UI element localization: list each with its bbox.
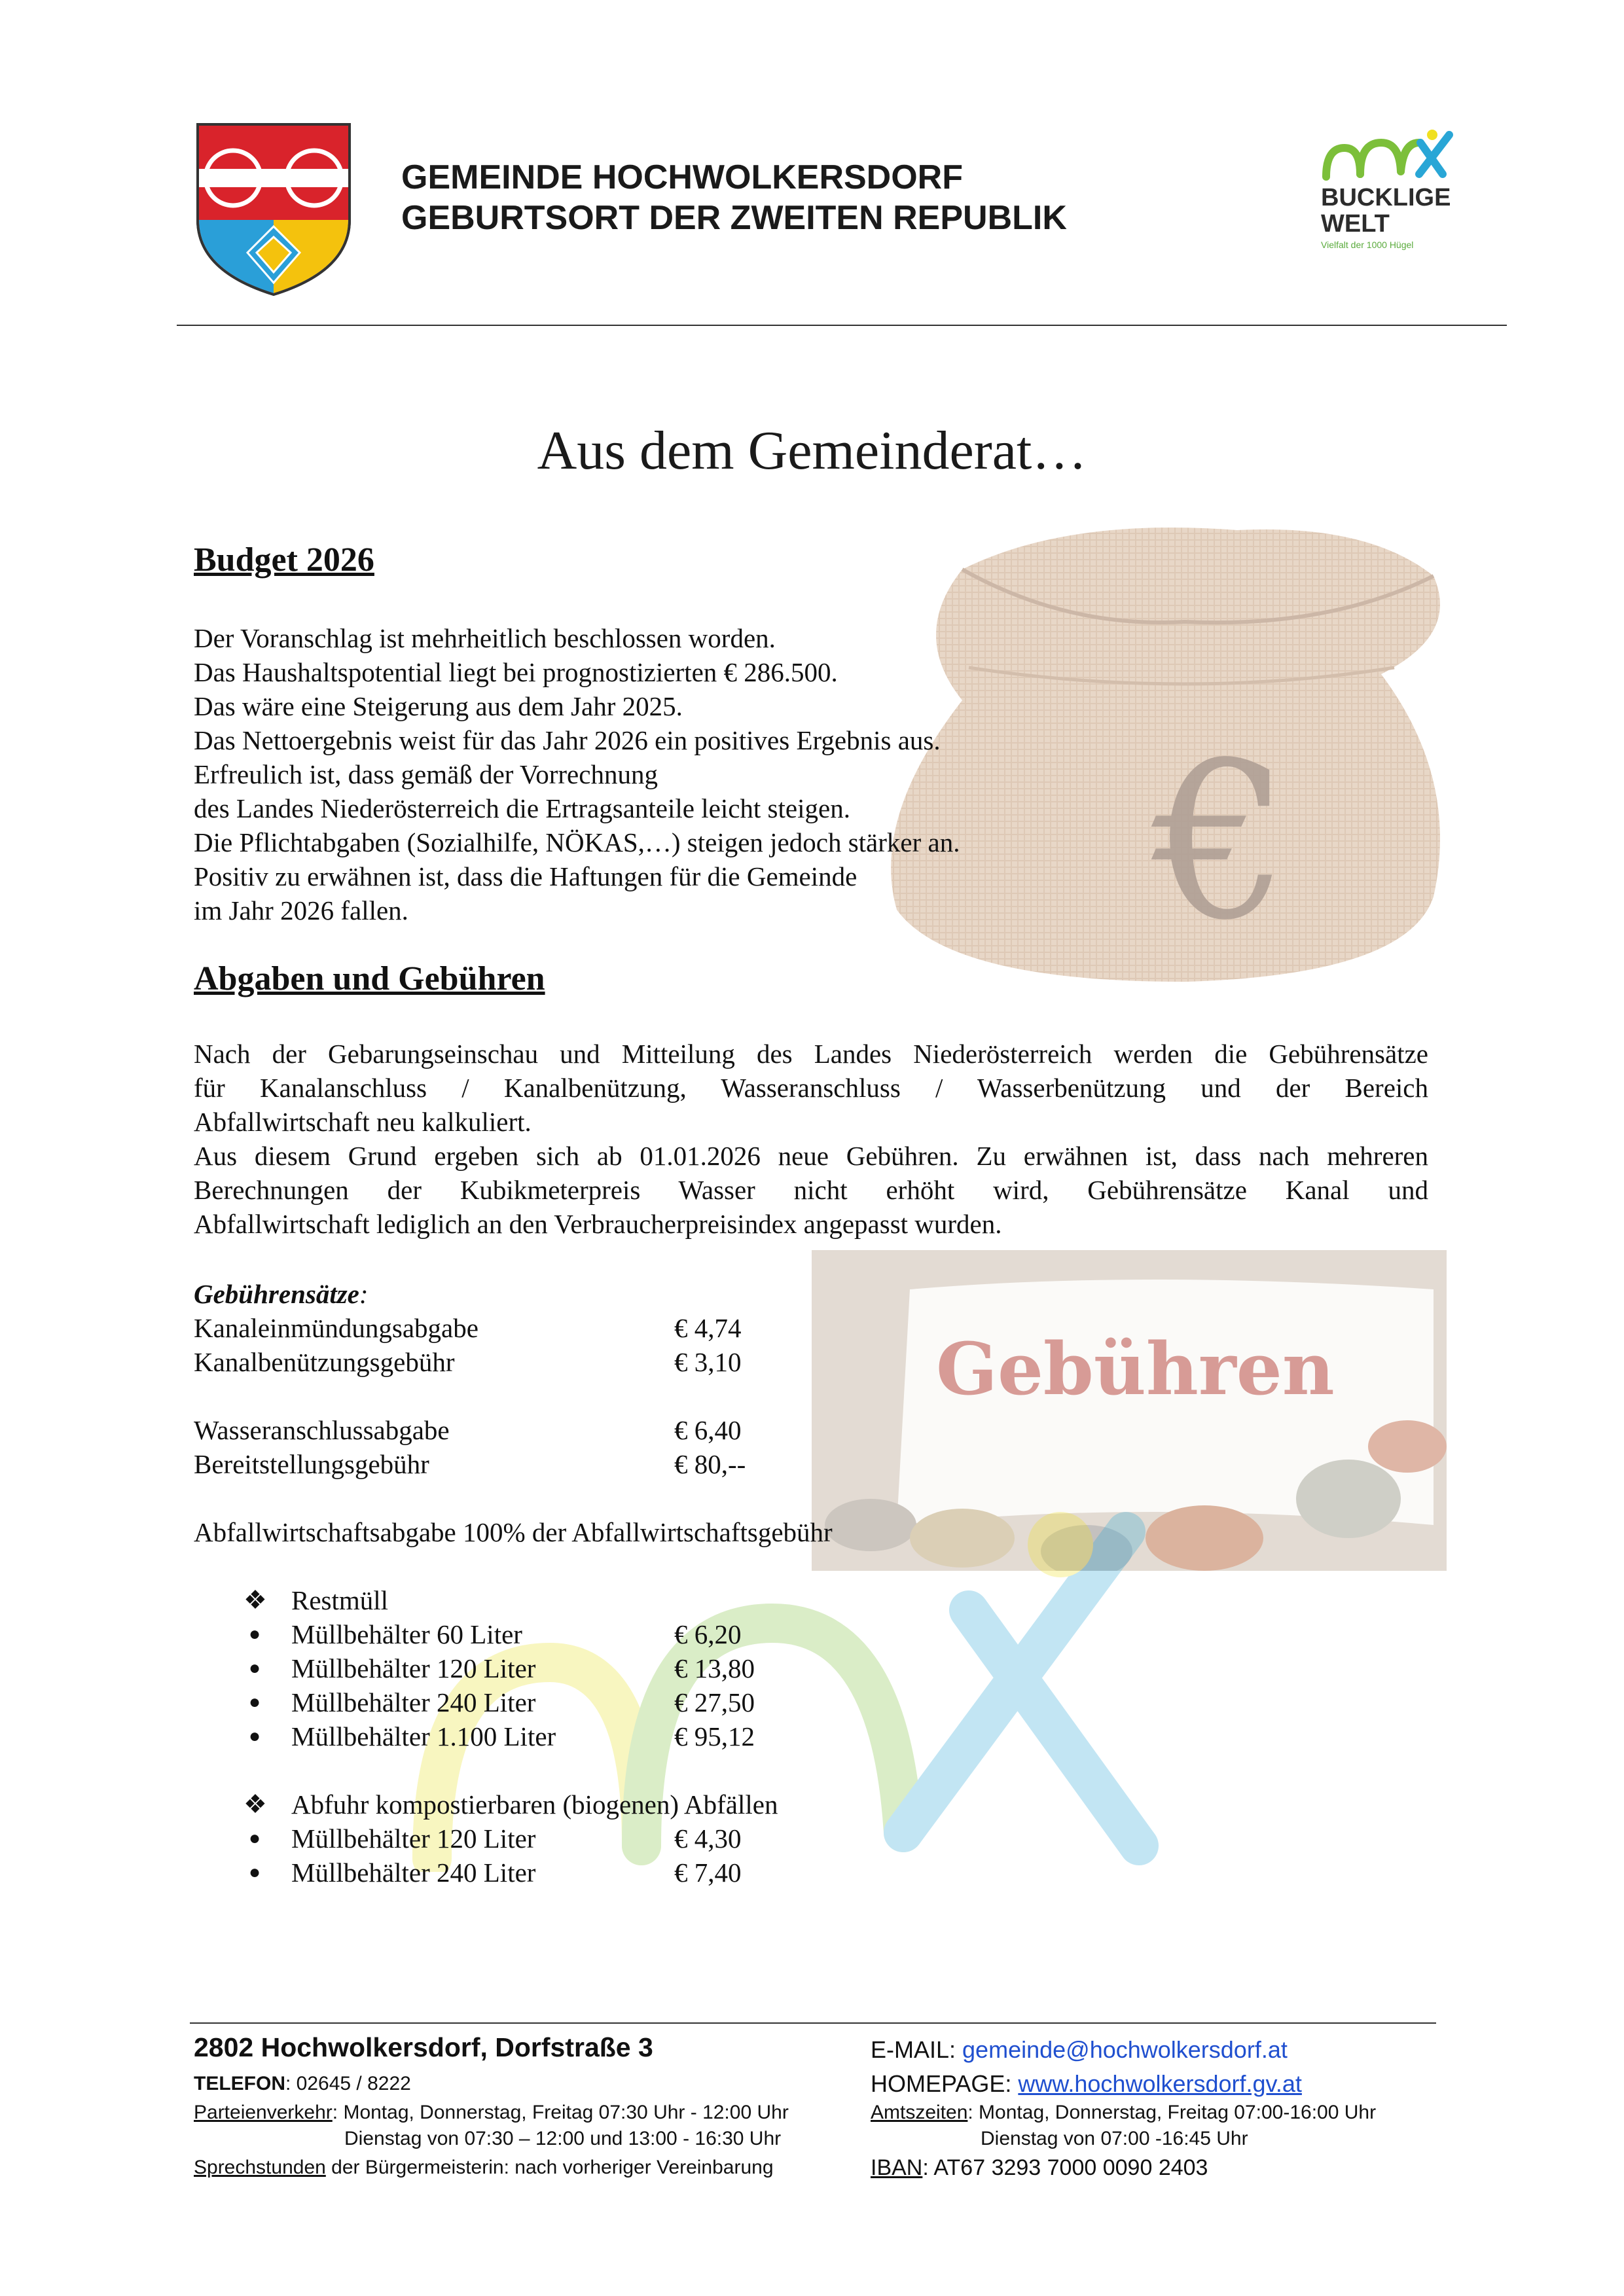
rate-label: Bereitstellungsgebühr [194,1449,429,1479]
budget-line: Das Nettoergebnis weist für das Jahr 2026 ein positives Ergebnis aus. [194,725,941,755]
bin-value: € 27,50 [674,1687,755,1717]
fees-line: Nach der Gebarungseinschau und Mitteilung des Landes Niederösterreich werden die Gebührensätze [194,1039,1428,1069]
fees-line: Berechnungen der Kubikmeterpreis Wasser nicht erhöht wird, Gebührensätze Kanal und [194,1175,1428,1205]
email-link[interactable]: gemeinde@hochwolkersdorf.at [962,2036,1288,2063]
rates-heading [194,1277,369,1311]
logo-text [1321,185,1451,237]
bin-label: Müllbehälter 60 Liter [291,1619,522,1649]
party-hours: : Montag, Donnerstag, Freitag 07:30 Uhr - 12:00 Uhr [332,2102,789,2123]
bucklige-welt-logo-icon [1321,128,1458,183]
budget-line: Die Pflichtabgaben (Sozialhilfe, NÖKAS,…) steigen jedoch stärker an. [194,827,960,857]
bin-value: € 7,40 [674,1857,742,1888]
page-title: Aus dem Gemeinderat… [537,420,1087,481]
rates-heading-label: Gebührensätze [194,1279,359,1309]
consult-text: der Bürgermeisterin: nach vorheriger Vereinbarung [325,2157,774,2178]
bin-label: Müllbehälter 1.100 Liter [291,1721,556,1751]
fees-line: Aus diesem Grund ergeben sich ab 01.01.2026 neue Gebühren. Zu erwähnen ist, dass nach mehreren [194,1141,1428,1171]
bin-label: Müllbehälter 240 Liter [291,1687,536,1717]
office-hours: : Montag, Donnerstag, Freitag 07:00-16:00 Uhr [967,2102,1377,2123]
homepage-link[interactable]: www.hochwolkersdorf.gv.at [1018,2070,1302,2097]
rate-value: € 3,10 [674,1347,742,1377]
phone-label: TELEFON [194,2073,285,2094]
footer-email [871,2036,1288,2064]
rate-value: € 6,40 [674,1415,742,1445]
rate-label: Wasseranschlussabgabe [194,1415,450,1445]
budget-line: im Jahr 2026 fallen. [194,895,408,925]
logo-line1: BUCKLIGE [1321,184,1451,211]
budget-paragraph [194,621,1431,927]
bullet-icon: ● [249,1827,261,1849]
fees-photo-text: Gebühren [936,1327,1335,1411]
email-label: E-MAIL: [871,2036,963,2063]
euro-symbol-icon: € [1152,716,1290,967]
header-divider [177,325,1507,326]
bullet-icon: ● [249,1861,261,1883]
rate-value: € 4,74 [674,1313,742,1343]
fees-line: Abfallwirtschaft neu kalkuliert. [194,1107,532,1137]
bullet-icon: ● [249,1691,261,1713]
logo-line2: WELT [1321,210,1390,238]
rate-label: Kanaleinmündungsabgabe [194,1313,478,1343]
iban-label: IBAN [871,2155,923,2180]
homepage-label: HOMEPAGE: [871,2070,1019,2097]
budget-line: Positiv zu erwähnen ist, dass die Haftungen für die Gemeinde [194,861,857,891]
diamond-bullet-icon: ❖ [244,1789,267,1819]
bio-title: Abfuhr kompostierbaren (biogenen) Abfällen [291,1789,778,1820]
budget-line: Erfreulich ist, dass gemäß der Vorrechnung [194,759,658,789]
bullet-icon: ● [249,1623,261,1645]
bin-value: € 6,20 [674,1619,742,1649]
logo-tagline: Vielfalt der 1000 Hügel [1321,240,1414,250]
header-title-line1: GEMEINDE HOCHWOLKERSDORF [401,158,963,196]
iban-value: : AT67 3293 7000 0090 2403 [922,2155,1208,2180]
footer-address: 2802 Hochwolkersdorf, Dorfstraße 3 [194,2032,653,2062]
footer-party-hours-2: Dienstag von 07:30 – 12:00 und 13:00 - 16:30 Uhr [344,2128,782,2149]
restmuell-title: Restmüll [291,1585,389,1615]
footer-office-hours [871,2098,1376,2127]
budget-line: des Landes Niederösterreich die Ertragsanteile leicht steigen. [194,793,850,823]
footer-office-hours-2: Dienstag von 07:00 -16:45 Uhr [981,2128,1248,2149]
fees-line: für Kanalanschluss / Kanalbenützung, Wasseranschluss / Wasserbenützung und der Bereich [194,1073,1428,1103]
budget-line: Das Haushaltspotential liegt bei prognostizierten € 286.500. [194,657,838,687]
footer-divider [190,2022,1436,2024]
rates-heading-colon: : [359,1279,369,1309]
header-title [401,157,1067,238]
waste-fee-line: Abfallwirtschaftsabgabe 100% der Abfallwirtschaftsgebühr [194,1517,833,1547]
bin-label: Müllbehälter 120 Liter [291,1653,536,1683]
consult-label: Sprechstunden [194,2157,326,2178]
rate-value: € 80,-- [674,1449,746,1479]
party-label: Parteienverkehr [194,2102,333,2123]
footer-iban [871,2153,1208,2182]
rate-label: Kanalbenützungsgebühr [194,1347,455,1377]
bullet-icon: ● [249,1657,261,1679]
fees-paragraph-1 [194,1037,1428,1241]
bin-value: € 13,80 [674,1653,755,1683]
diamond-bullet-icon: ❖ [244,1585,267,1615]
office-label: Amtszeiten [871,2102,968,2123]
header-title-line2: GEBURTSORT DER ZWEITEN REPUBLIK [401,199,1067,237]
footer-party-hours [194,2098,789,2127]
budget-heading: Budget 2026 [194,541,374,579]
budget-line: Das wäre eine Steigerung aus dem Jahr 2025. [194,691,683,721]
bin-value: € 4,30 [674,1823,742,1854]
bin-label: Müllbehälter 240 Liter [291,1857,536,1888]
fees-line: Abfallwirtschaft lediglich an den Verbraucherpreisindex angepasst wurden. [194,1209,1002,1239]
bin-value: € 95,12 [674,1721,755,1751]
footer-homepage [871,2070,1302,2098]
bullet-icon: ● [249,1725,261,1747]
phone-number: : 02645 / 8222 [285,2073,411,2094]
fees-heading: Abgaben und Gebühren [194,960,545,997]
municipal-crest-icon [194,122,353,297]
footer-phone [194,2070,411,2098]
footer-consultation [194,2153,774,2182]
budget-line: Der Voranschlag ist mehrheitlich beschlossen worden. [194,623,776,653]
bin-label: Müllbehälter 120 Liter [291,1823,536,1854]
